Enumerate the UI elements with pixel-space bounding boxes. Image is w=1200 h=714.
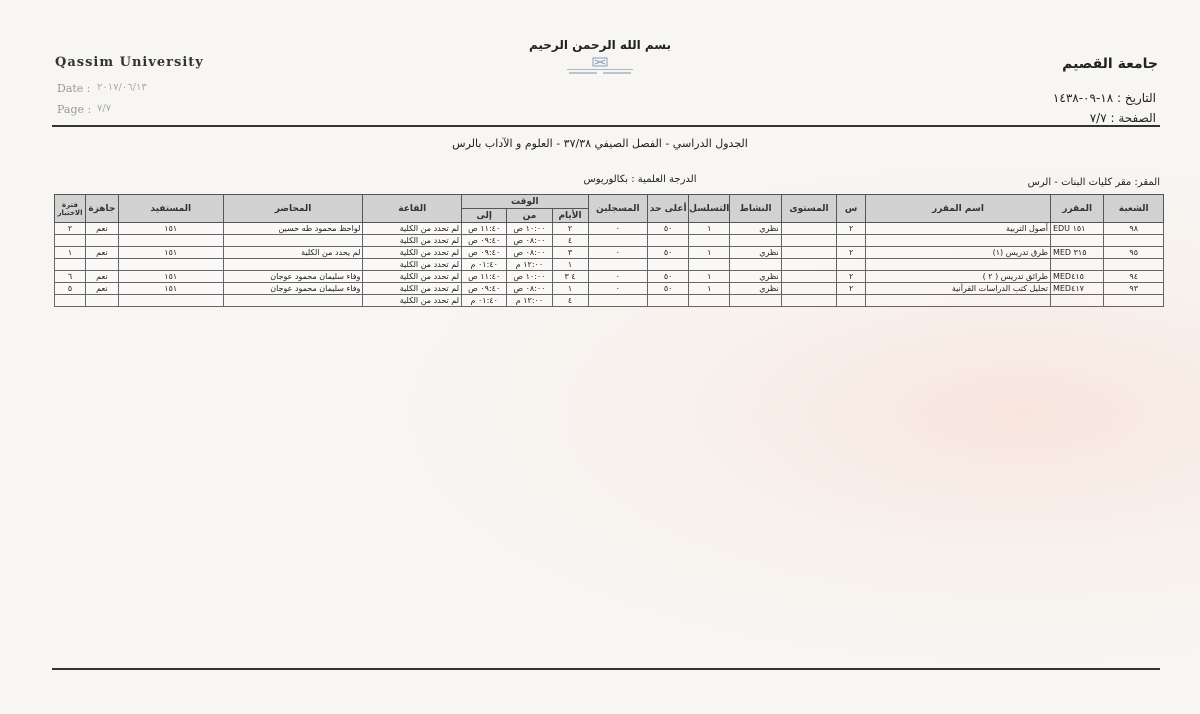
cell-room: لم تحدد من الكلية xyxy=(363,247,462,259)
cell-level xyxy=(781,271,836,283)
cell-lecturer: لم يحدد من الكلية xyxy=(223,247,363,259)
cell-section: ٩٤ xyxy=(1104,271,1164,283)
col-level: المستوى xyxy=(781,195,836,223)
cell-expected: ١٥١ xyxy=(118,283,223,295)
cell-course-name xyxy=(865,259,1050,271)
col-expected: المستفيد xyxy=(118,195,223,223)
cell-lecturer xyxy=(223,235,363,247)
cell-seq xyxy=(689,235,730,247)
cell-exam: ١ xyxy=(55,247,86,259)
cell-activity: نظري xyxy=(730,223,781,235)
cell-from: ٠٨:٠٠ ص xyxy=(507,247,552,259)
col-section: الشعبة xyxy=(1104,195,1164,223)
cell-section: ٩٥ xyxy=(1104,247,1164,259)
cell-section xyxy=(1104,259,1164,271)
cell-seq: ١ xyxy=(689,223,730,235)
cell-lecturer xyxy=(223,295,363,307)
cell-ready xyxy=(85,235,118,247)
cell-day: ٣ xyxy=(552,247,588,259)
col-course-name: اسم المقرر xyxy=(865,195,1050,223)
cell-max: ٥٠ xyxy=(648,271,689,283)
col-days: الأيام xyxy=(552,209,588,223)
cell-day: ١ xyxy=(552,259,588,271)
date-label: Date : xyxy=(57,82,91,95)
cell-course: MED ٣١٥ xyxy=(1050,247,1103,259)
cell-room: لم تحدد من الكلية xyxy=(363,283,462,295)
cell-activity xyxy=(730,295,781,307)
col-to: إلى xyxy=(462,209,507,223)
cell-seq xyxy=(689,295,730,307)
cell-course-name: طرق تدريس (١) xyxy=(865,247,1050,259)
cell-day: ٤ xyxy=(552,235,588,247)
cell-to: ٠١:٤٠ م xyxy=(462,259,507,271)
cell-level xyxy=(781,235,836,247)
cell-expected xyxy=(118,259,223,271)
cell-to: ٠٩:٤٠ ص xyxy=(462,247,507,259)
cell-ready: نعم xyxy=(85,223,118,235)
schedule-table-container xyxy=(54,194,1164,307)
cell-to: ١١:٤٠ ص xyxy=(462,271,507,283)
basmala: بسم الله الرحمن الرحيم xyxy=(528,38,672,52)
cell-activity xyxy=(730,259,781,271)
col-ready: جاهزة xyxy=(85,195,118,223)
cell-day: ٢ xyxy=(552,223,588,235)
page-number-ar: الصفحة : ٧/٧ xyxy=(1089,111,1156,125)
schedule-table xyxy=(54,194,1164,307)
cell-seq: ١ xyxy=(689,271,730,283)
cell-day: ٤ xyxy=(552,295,588,307)
cell-exam xyxy=(55,259,86,271)
col-from: من xyxy=(507,209,552,223)
cell-ready: نعم xyxy=(85,271,118,283)
cell-max: ٥٠ xyxy=(648,283,689,295)
cell-course-name: تحليل كتب الدراسات القرآنية xyxy=(865,283,1050,295)
col-room: القاعة xyxy=(363,195,462,223)
university-logo xyxy=(565,57,635,79)
cell-ready: نعم xyxy=(85,283,118,295)
cell-enrolled: ٠ xyxy=(588,283,648,295)
cell-section xyxy=(1104,235,1164,247)
date-ar: التاريخ : ١٨-٠٩-١٤٣٨ xyxy=(1052,91,1156,105)
cell-course-name: أصول التربية xyxy=(865,223,1050,235)
cell-enrolled xyxy=(588,259,648,271)
page-value: ٧/٧ xyxy=(97,103,112,114)
cell-day: ١ xyxy=(552,283,588,295)
cell-activity: نظري xyxy=(730,271,781,283)
cell-activity: نظري xyxy=(730,283,781,295)
cell-course: MED٤١٧ xyxy=(1050,283,1103,295)
cell-credit: ٢ xyxy=(837,271,866,283)
table-row xyxy=(55,295,1164,307)
cell-course xyxy=(1050,259,1103,271)
cell-seq xyxy=(689,259,730,271)
cell-level xyxy=(781,295,836,307)
table-row xyxy=(55,235,1164,247)
cell-max xyxy=(648,295,689,307)
university-name-en: Qassim University xyxy=(55,55,204,70)
col-exam: فترة الاختبار xyxy=(55,195,86,223)
schedule-title: الجدول الدراسي - الفصل الصيفي ٣٧/٣٨ - العلوم و الآداب بالرس xyxy=(452,137,748,150)
cell-enrolled: ٠ xyxy=(588,271,648,283)
table-row xyxy=(55,223,1164,235)
footer-divider xyxy=(52,668,1160,670)
cell-ready xyxy=(85,295,118,307)
cell-max: ٥٠ xyxy=(648,223,689,235)
cell-expected: ١٥١ xyxy=(118,223,223,235)
table-row xyxy=(55,271,1164,283)
cell-to: ١١:٤٠ ص xyxy=(462,223,507,235)
cell-max xyxy=(648,235,689,247)
cell-to: ٠٩:٤٠ ص xyxy=(462,235,507,247)
cell-day: ٤ ٣ xyxy=(552,271,588,283)
col-course: المقرر xyxy=(1050,195,1103,223)
cell-room: لم تحدد من الكلية xyxy=(363,235,462,247)
cell-from: ١٠:٠٠ ص xyxy=(507,271,552,283)
cell-activity: نظري xyxy=(730,247,781,259)
cell-max xyxy=(648,259,689,271)
cell-section: ٩٣ xyxy=(1104,283,1164,295)
cell-room: لم تحدد من الكلية xyxy=(363,271,462,283)
cell-from: ١٠:٠٠ ص xyxy=(507,223,552,235)
cell-max: ٥٠ xyxy=(648,247,689,259)
cell-course-name xyxy=(865,235,1050,247)
table-row xyxy=(55,259,1164,271)
cell-level xyxy=(781,283,836,295)
cell-lecturer: وفاء سليمان محمود عوجان xyxy=(223,283,363,295)
university-name-ar: جامعة القصيم xyxy=(1062,56,1158,72)
campus-label: المقر: مقر كليات البنات - الرس xyxy=(1027,177,1160,188)
degree-label: الدرجة العلمية : بكالوريوس xyxy=(583,174,697,185)
cell-enrolled xyxy=(588,235,648,247)
cell-credit: ٢ xyxy=(837,223,866,235)
cell-seq: ١ xyxy=(689,247,730,259)
cell-from: ٠٨:٠٠ ص xyxy=(507,283,552,295)
date-value: ٢٠١٧/٠٦/١٣ xyxy=(97,82,147,93)
cell-course xyxy=(1050,295,1103,307)
cell-expected: ١٥١ xyxy=(118,247,223,259)
cell-credit xyxy=(837,259,866,271)
cell-credit: ٢ xyxy=(837,283,866,295)
cell-credit xyxy=(837,235,866,247)
cell-from: ١٢:٠٠ م xyxy=(507,295,552,307)
cell-section: ٩٨ xyxy=(1104,223,1164,235)
cell-lecturer: وفاء سليمان محمود عوجان xyxy=(223,271,363,283)
cell-ready xyxy=(85,259,118,271)
cell-enrolled: ٠ xyxy=(588,247,648,259)
cell-lecturer: لواحظ محمود طه حسين xyxy=(223,223,363,235)
cell-expected xyxy=(118,235,223,247)
col-time: الوقت xyxy=(462,195,588,209)
col-lecturer: المحاضر xyxy=(223,195,363,223)
col-credit: س xyxy=(837,195,866,223)
cell-course: MED٤١٥ xyxy=(1050,271,1103,283)
cell-activity xyxy=(730,235,781,247)
cell-expected xyxy=(118,295,223,307)
cell-to: ٠١:٤٠ م xyxy=(462,295,507,307)
header-divider xyxy=(52,125,1160,127)
cell-from: ١٢:٠٠ م xyxy=(507,259,552,271)
cell-exam xyxy=(55,235,86,247)
col-activity: النشاط xyxy=(730,195,781,223)
cell-level xyxy=(781,247,836,259)
cell-course-name: طرائق تدريس ( ٢ ) xyxy=(865,271,1050,283)
cell-to: ٠٩:٤٠ ص xyxy=(462,283,507,295)
cell-ready: نعم xyxy=(85,247,118,259)
col-max: أعلى حد xyxy=(648,195,689,223)
table-row xyxy=(55,247,1164,259)
cell-level xyxy=(781,259,836,271)
cell-lecturer xyxy=(223,259,363,271)
cell-enrolled xyxy=(588,295,648,307)
cell-credit xyxy=(837,295,866,307)
cell-credit: ٢ xyxy=(837,247,866,259)
cell-from: ٠٨:٠٠ ص xyxy=(507,235,552,247)
cell-expected: ١٥١ xyxy=(118,271,223,283)
table-row xyxy=(55,283,1164,295)
cell-exam xyxy=(55,295,86,307)
cell-exam: ٢ xyxy=(55,223,86,235)
cell-level xyxy=(781,223,836,235)
cell-course-name xyxy=(865,295,1050,307)
cell-section xyxy=(1104,295,1164,307)
cell-room: لم تحدد من الكلية xyxy=(363,295,462,307)
cell-exam: ٦ xyxy=(55,271,86,283)
col-seq: التسلسل xyxy=(689,195,730,223)
cell-room: لم تحدد من الكلية xyxy=(363,259,462,271)
cell-enrolled: ٠ xyxy=(588,223,648,235)
cell-course: EDU ١٥١ xyxy=(1050,223,1103,235)
cell-seq: ١ xyxy=(689,283,730,295)
cell-room: لم تحدد من الكلية xyxy=(363,223,462,235)
cell-course xyxy=(1050,235,1103,247)
page-label: Page : xyxy=(57,103,92,116)
cell-exam: ٥ xyxy=(55,283,86,295)
col-enrolled: المسجلين xyxy=(588,195,648,223)
